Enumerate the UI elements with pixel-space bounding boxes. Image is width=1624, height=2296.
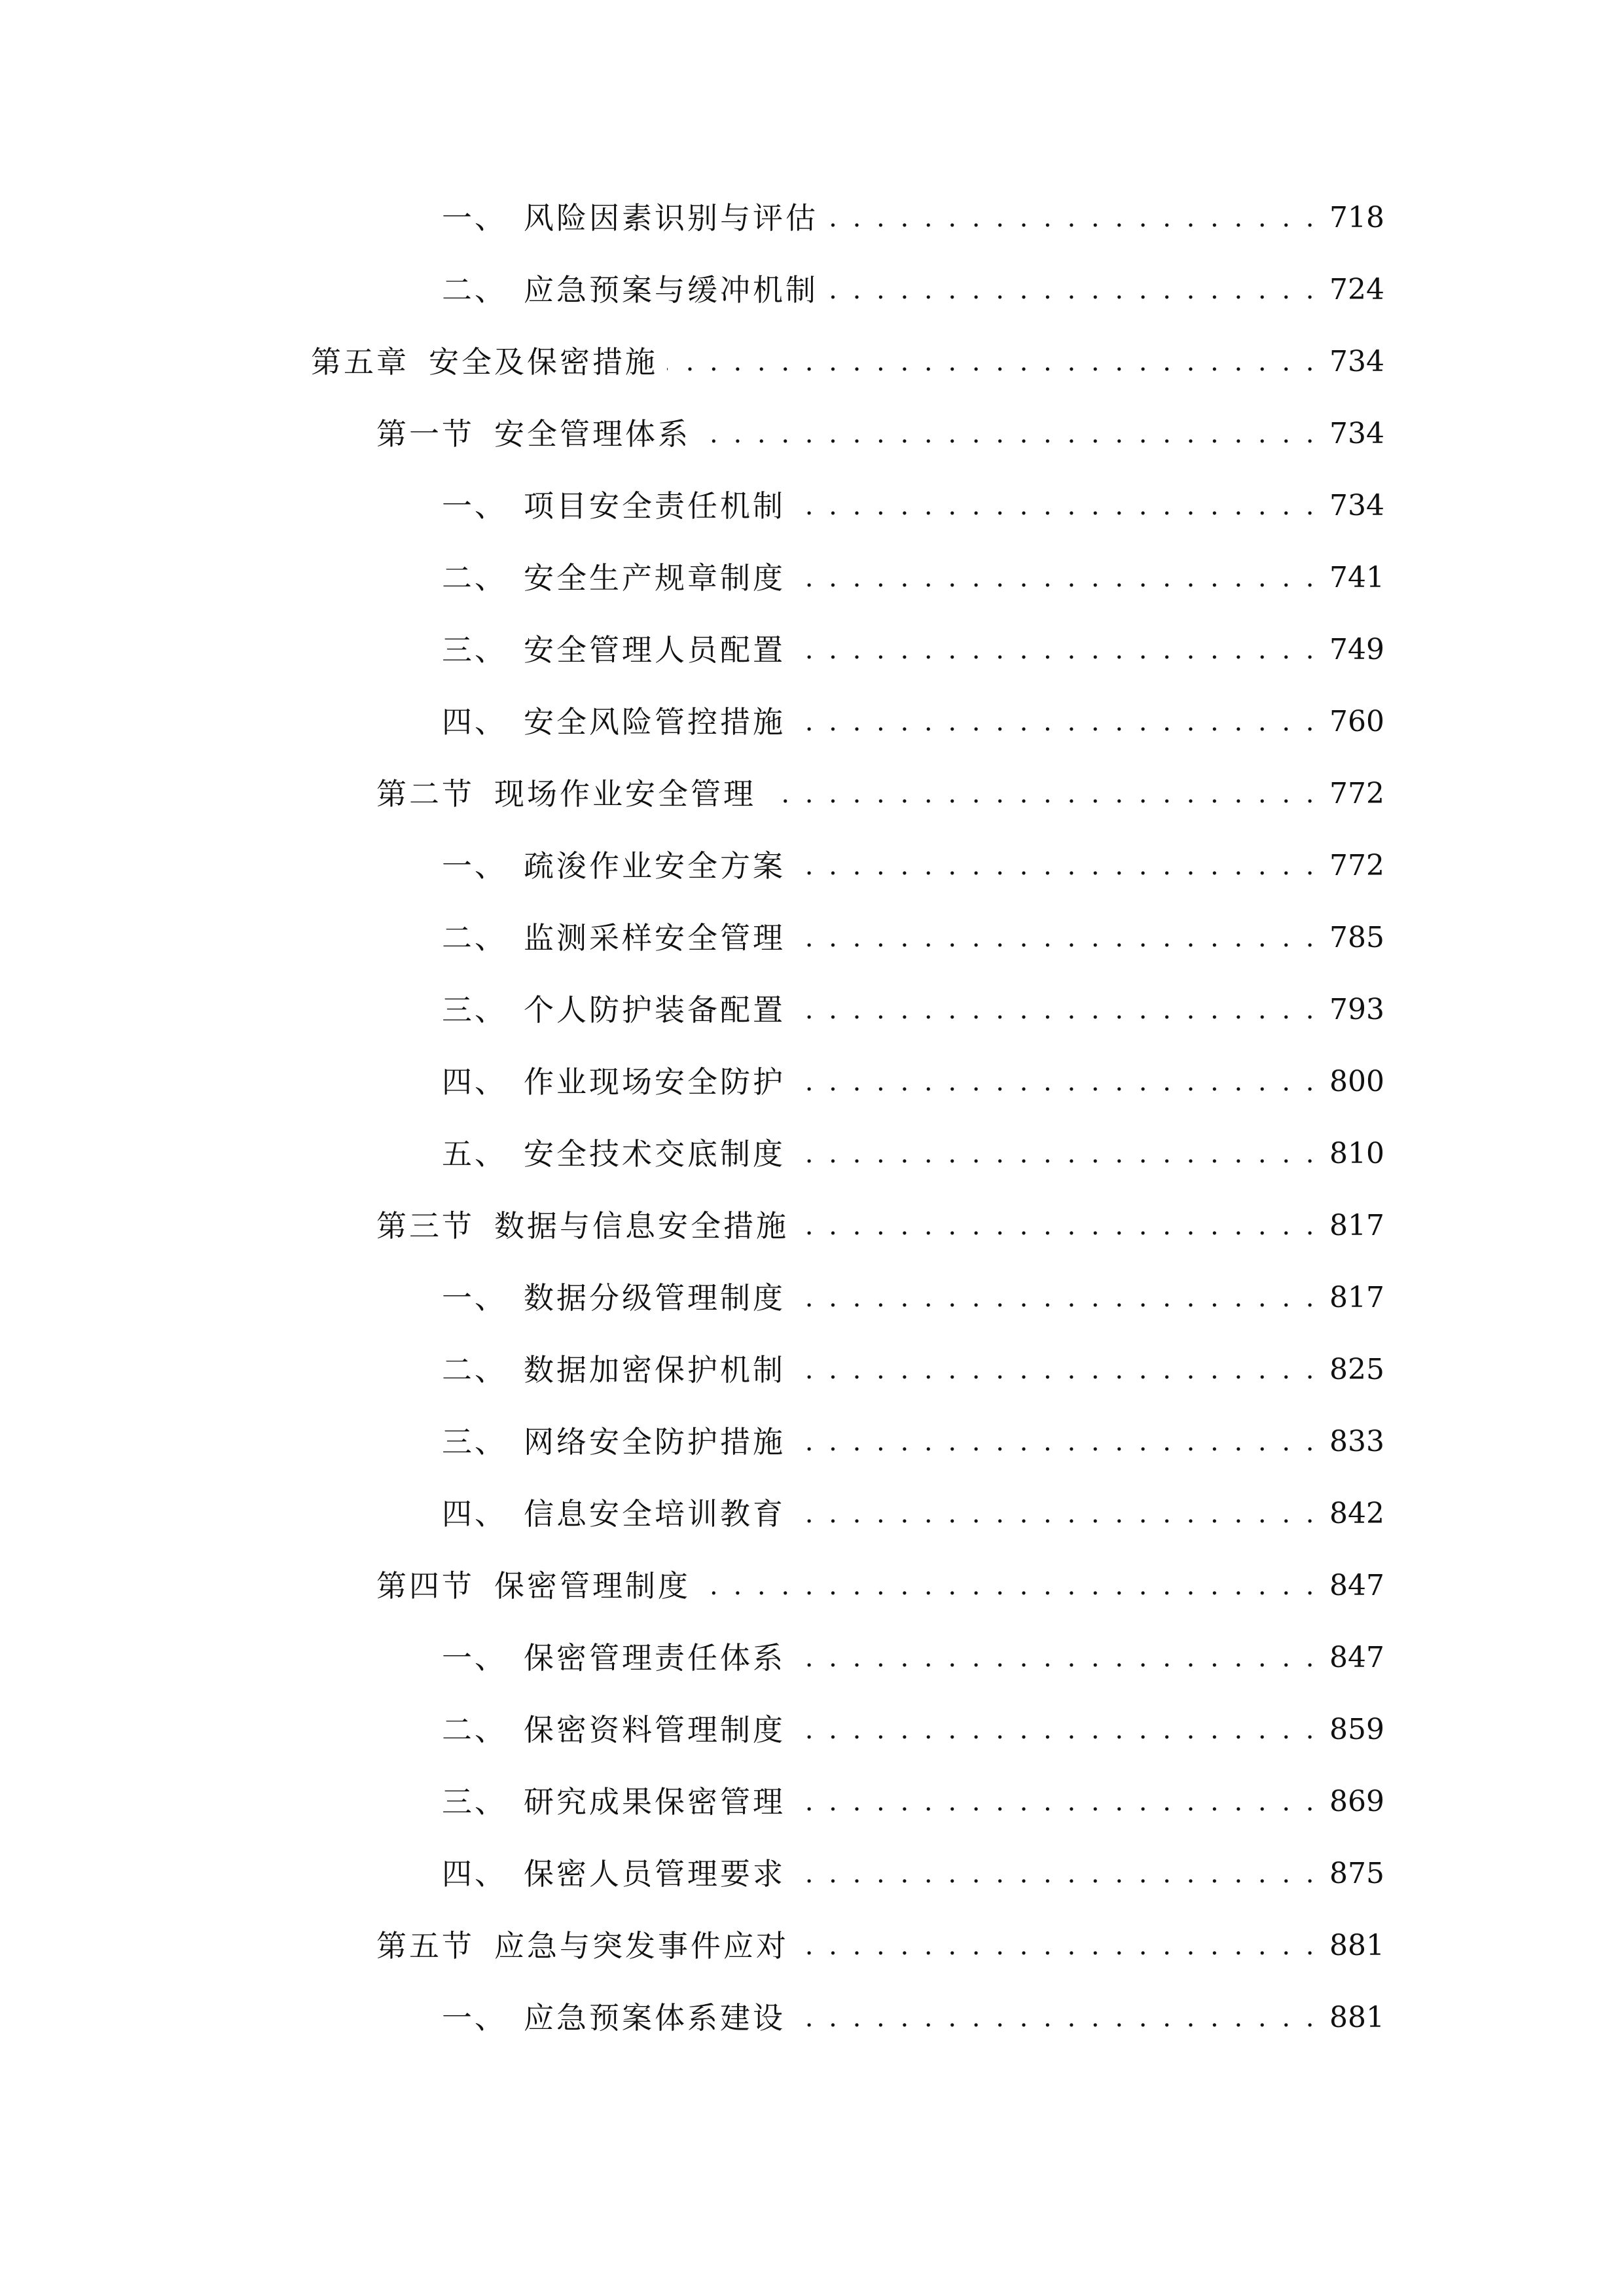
toc-entry-number: 二、	[442, 1712, 507, 1748]
toc-entry-number: 二、	[442, 1352, 507, 1388]
toc-entry-number: 第一节	[376, 416, 475, 452]
dot-leader	[795, 1779, 1318, 1825]
toc-entry-page: 749	[1329, 633, 1384, 666]
toc-entry-title: 安全管理人员配置	[524, 632, 785, 668]
toc-entry-number: 第五节	[376, 1928, 475, 1964]
toc-entry-number: 四、	[442, 1496, 507, 1532]
toc-entry-number: 三、	[442, 1784, 507, 1820]
toc-entry[interactable]	[442, 1131, 1382, 1177]
toc-entry-page: 842	[1329, 1497, 1384, 1530]
toc-entry-title: 风险因素识别与评估	[524, 200, 818, 236]
toc-entry-number: 一、	[442, 848, 507, 884]
toc-entry-section[interactable]	[376, 411, 1382, 457]
toc-entry-title: 保密管理责任体系	[524, 1640, 785, 1676]
toc-entry[interactable]	[442, 627, 1382, 673]
dot-leader	[795, 1491, 1318, 1537]
toc-entry-section[interactable]	[376, 1563, 1382, 1609]
dot-leader	[795, 1635, 1318, 1681]
dot-leader	[795, 699, 1318, 745]
toc-entry[interactable]	[442, 915, 1382, 961]
toc-entry-title: 保密管理制度	[494, 1568, 691, 1604]
toc-entry-title: 监测采样安全管理	[524, 920, 785, 956]
toc-entry-title: 作业现场安全防护	[524, 1064, 785, 1100]
toc-entry-title: 应急与突发事件应对	[494, 1928, 789, 1964]
dot-leader	[795, 1131, 1318, 1177]
dot-leader	[795, 555, 1318, 601]
toc-entry-title: 保密人员管理要求	[524, 1856, 785, 1892]
toc-entry-title: 疏浚作业安全方案	[524, 848, 785, 884]
toc-entry-title: 安全技术交底制度	[524, 1136, 785, 1172]
toc-entry[interactable]	[442, 1779, 1382, 1825]
toc-entry-title: 网络安全防护措施	[524, 1424, 785, 1460]
toc-entry-page: 881	[1329, 1929, 1384, 1962]
toc-entry-page: 793	[1329, 993, 1384, 1026]
toc-entry-title: 个人防护装备配置	[524, 992, 785, 1028]
dot-leader	[795, 843, 1318, 889]
toc-entry-title: 研究成果保密管理	[524, 1784, 785, 1820]
toc-entry[interactable]	[442, 1347, 1382, 1393]
dot-leader	[798, 1923, 1318, 1969]
toc-entry-page: 833	[1329, 1425, 1384, 1458]
toc-entry-title: 数据分级管理制度	[524, 1280, 785, 1316]
toc-entry-number: 第三节	[376, 1208, 475, 1244]
toc-entry-page: 869	[1329, 1785, 1384, 1818]
toc-entry-number: 二、	[442, 560, 507, 596]
dot-leader	[795, 987, 1318, 1033]
dot-leader	[795, 1275, 1318, 1321]
toc-entry-title: 安全管理体系	[494, 416, 691, 452]
toc-entry-number: 四、	[442, 1064, 507, 1100]
toc-entry-title: 安全风险管控措施	[524, 704, 785, 740]
toc-entry-page: 847	[1329, 1641, 1384, 1674]
toc-entry-page: 881	[1329, 2001, 1384, 2034]
dot-leader	[798, 1203, 1318, 1249]
dot-leader	[795, 915, 1318, 961]
toc-entry-title: 应急预案与缓冲机制	[524, 272, 818, 308]
toc-entry-number: 二、	[442, 920, 507, 956]
toc-entry-section[interactable]	[376, 771, 1382, 817]
toc-entry-page: 772	[1329, 849, 1384, 882]
toc-entry[interactable]	[442, 267, 1382, 313]
toc-entry[interactable]	[442, 699, 1382, 745]
toc-entry-page: 734	[1329, 489, 1384, 522]
toc-entry-title: 信息安全培训教育	[524, 1496, 785, 1532]
toc-entry-page: 847	[1329, 1569, 1384, 1602]
toc-entry-section[interactable]	[376, 1203, 1382, 1249]
toc-entry[interactable]	[442, 195, 1382, 241]
toc-entry[interactable]	[442, 843, 1382, 889]
dot-leader	[795, 627, 1318, 673]
toc-entry-number: 一、	[442, 1640, 507, 1676]
toc-entry[interactable]	[442, 555, 1382, 601]
dot-leader	[827, 195, 1318, 241]
toc-entry[interactable]	[442, 987, 1382, 1033]
toc-entry[interactable]	[442, 1635, 1382, 1681]
toc-entry-title: 安全及保密措施	[429, 344, 658, 380]
toc-entry-page: 741	[1329, 561, 1384, 594]
dot-leader	[795, 1707, 1318, 1753]
dot-leader	[795, 1995, 1318, 2041]
toc-entry-page: 825	[1329, 1353, 1384, 1386]
dot-leader	[795, 483, 1318, 529]
dot-leader	[795, 1419, 1318, 1465]
toc-entry-number: 四、	[442, 704, 507, 740]
toc-entry[interactable]	[442, 1707, 1382, 1753]
toc-entry-title: 数据加密保护机制	[524, 1352, 785, 1388]
toc-entry-page: 817	[1329, 1209, 1384, 1242]
toc-entry-page: 800	[1329, 1065, 1384, 1098]
toc-entry-section[interactable]	[376, 1923, 1382, 1969]
toc-entry-number: 二、	[442, 272, 507, 308]
toc-entry-page: 875	[1329, 1857, 1384, 1890]
dot-leader	[765, 771, 1318, 817]
toc-entry-page: 734	[1329, 345, 1384, 378]
toc-entry-page: 718	[1329, 201, 1384, 234]
dot-leader	[700, 1563, 1318, 1609]
toc-entry-number: 三、	[442, 1424, 507, 1460]
toc-entry-number: 一、	[442, 488, 507, 524]
dot-leader	[827, 267, 1318, 313]
toc-entry-page: 859	[1329, 1713, 1384, 1746]
toc-entry[interactable]	[442, 483, 1382, 529]
toc-entry-page: 734	[1329, 417, 1384, 450]
toc-entry-number: 三、	[442, 632, 507, 668]
toc-entry-page: 785	[1329, 921, 1384, 954]
toc-entry-title: 应急预案体系建设	[524, 2000, 785, 2036]
dot-leader	[795, 1059, 1318, 1105]
toc-entry-title: 数据与信息安全措施	[494, 1208, 789, 1244]
toc-entry-number: 第二节	[376, 776, 475, 812]
toc-entry[interactable]	[442, 1995, 1382, 2041]
toc-entry-number: 第五章	[311, 344, 409, 380]
dot-leader	[667, 339, 1318, 385]
dot-leader	[795, 1347, 1318, 1393]
dot-leader	[795, 1851, 1318, 1897]
toc-entry-page: 760	[1329, 705, 1384, 738]
toc-entry-page: 724	[1329, 273, 1384, 306]
toc-entry-number: 五、	[442, 1136, 507, 1172]
toc-entry-number: 一、	[442, 2000, 507, 2036]
toc-entry-page: 817	[1329, 1281, 1384, 1314]
toc-entry-number: 一、	[442, 200, 507, 236]
toc-entry-page: 772	[1329, 777, 1384, 810]
toc-entry[interactable]	[442, 1419, 1382, 1465]
toc-entry[interactable]	[442, 1851, 1382, 1897]
toc-entry-number: 第四节	[376, 1568, 475, 1604]
toc-entry-number: 四、	[442, 1856, 507, 1892]
toc-entry-page: 810	[1329, 1137, 1384, 1170]
toc-entry[interactable]	[442, 1059, 1382, 1105]
toc-entry-number: 一、	[442, 1280, 507, 1316]
toc-entry-title: 保密资料管理制度	[524, 1712, 785, 1748]
toc-entry-title: 安全生产规章制度	[524, 560, 785, 596]
toc-entry-chapter[interactable]	[311, 339, 1382, 385]
dot-leader	[700, 411, 1318, 457]
toc-entry-number: 三、	[442, 992, 507, 1028]
toc-entry[interactable]	[442, 1491, 1382, 1537]
toc-entry[interactable]	[442, 1275, 1382, 1321]
toc-entry-title: 项目安全责任机制	[524, 488, 785, 524]
toc-entry-title: 现场作业安全管理	[494, 776, 756, 812]
